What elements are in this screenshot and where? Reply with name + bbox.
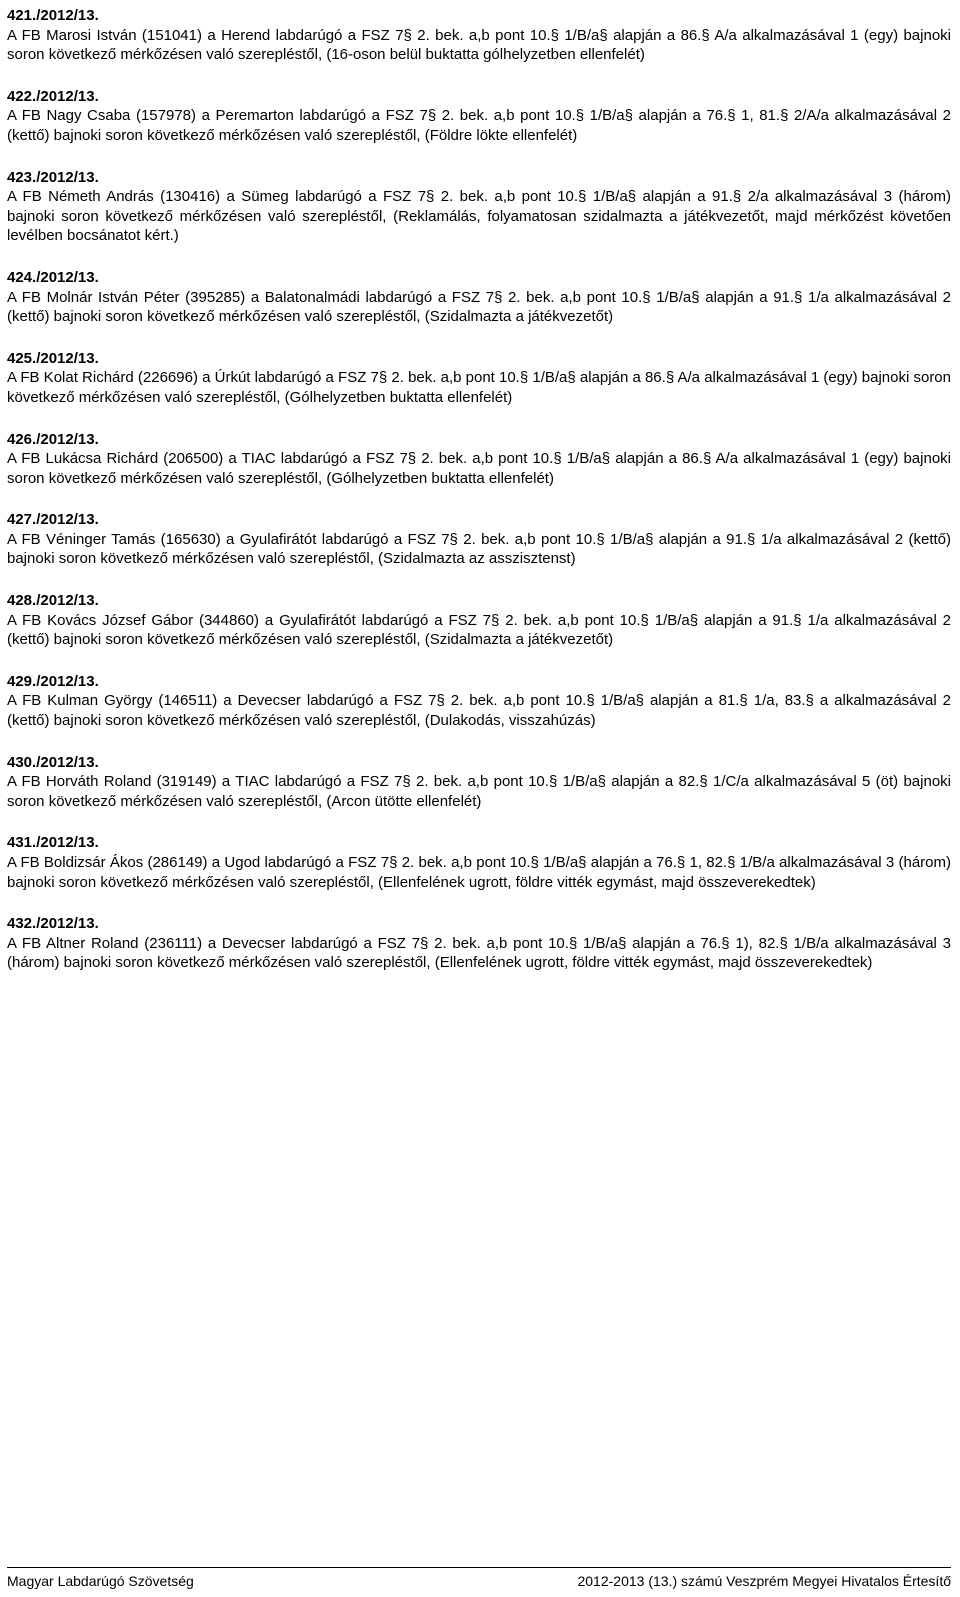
entry-number: 425./2012/13. [7, 349, 99, 367]
entry-429 [7, 672, 951, 731]
entry-text: A FB Nagy Csaba (157978) a Peremarton labdarúgó a FSZ 7§ 2. bek. a,b pont 10.§ 1/B/a§ alapján a 76.§ 1, 81.§ 2/A/a alkalmazásával 2 (kettő) bajnoki soron következő mérkőzésen való szerepléstől, (Földre lökte ellenfelét) [7, 107, 951, 144]
entry-424 [7, 268, 951, 327]
entry-text: A FB Molnár István Péter (395285) a Balatonalmádi labdarúgó a FSZ 7§ 2. bek. a,b pont 10.§ 1/B/a§ alapján a 91.§ 1/a alkalmazásával 2 (kettő) bajnoki soron következő mérkőzésen való szerepléstől, (Szidalmazta a játékvezetőt) [7, 288, 951, 326]
entry-number: 428./2012/13. [7, 592, 99, 610]
footer-publisher: Magyar Labdarúgó Szövetség [7, 1573, 194, 1589]
entry-text: A FB Marosi István (151041) a Herend labdarúgó a FSZ 7§ 2. bek. a,b pont 10.§ 1/B/a§ alapján a 86.§ A/a alkalmazásával 1 (egy) bajnoki soron következő mérkőzésen való szerepléstől, (16-oson belül buktatta gólhelyzetben ellenfelét) [7, 26, 951, 64]
entry-422 [7, 87, 951, 146]
entry-number: 431./2012/13. [7, 834, 99, 852]
entry-number: 430./2012/13. [7, 753, 99, 771]
entry-426 [7, 430, 951, 489]
entry-428 [7, 591, 951, 650]
entry-432 [7, 914, 951, 973]
entry-text: A FB Kulman György (146511) a Devecser labdarúgó a FSZ 7§ 2. bek. a,b pont 10.§ 1/B/a§ alapján a 81.§ 1/a, 83.§ a alkalmazásával 2 (kettő) bajnoki soron következő mérkőzésen való szerepléstől, (Dulakodás, visszahúzás) [7, 692, 951, 730]
entry-number: 421./2012/13. [7, 7, 99, 24]
page-footer [7, 1567, 951, 1590]
entry-427 [7, 510, 951, 569]
entry-text: A FB Boldizsár Ákos (286149) a Ugod labdarúgó a FSZ 7§ 2. bek. a,b pont 10.§ 1/B/a§ alapján a 76.§ 1, 82.§ 1/B/a alkalmazásával 3 (három) bajnoki soron következő mérkőzésen való szerepléstől, (Ellenfelének ugrott, földre vitték egymást, majd összeverekedtek) [7, 854, 951, 891]
document-body [7, 6, 951, 995]
entry-number: 426./2012/13. [7, 430, 99, 448]
entry-430 [7, 753, 951, 812]
entry-text: A FB Lukácsa Richárd (206500) a TIAC labdarúgó a FSZ 7§ 2. bek. a,b pont 10.§ 1/B/a§ alapján a 86.§ A/a alkalmazásával 1 (egy) bajnoki soron következő mérkőzésen való szerepléstől, (Gólhelyzetben buktatta ellenfelét) [7, 450, 951, 487]
entry-text: A FB Kovács József Gábor (344860) a Gyulafirátót labdarúgó a FSZ 7§ 2. bek. a,b pont 10.§ 1/B/a§ alapján a 91.§ 1/a alkalmazásával 2 (kettő) bajnoki soron következő mérkőzésen való szerepléstől, (Szidalmazta a játékvezetőt) [7, 611, 951, 649]
entry-number: 432./2012/13. [7, 915, 99, 933]
entry-text: A FB Horváth Roland (319149) a TIAC labdarúgó a FSZ 7§ 2. bek. a,b pont 10.§ 1/B/a§ alapján a 82.§ 1/C/a alkalmazásával 5 (öt) bajnoki soron következő mérkőzésen való szerepléstől, (Arcon ütötte ellenfelét) [7, 773, 951, 810]
entry-text: A FB Altner Roland (236111) a Devecser labdarúgó a FSZ 7§ 2. bek. a,b pont 10.§ 1/B/a§ alapján a 76.§ 1), 82.§ 1/B/a alkalmazásával 3 (három) bajnoki soron következő mérkőzésen való szerepléstől, (Ellenfelének ugrott, földre vitték egymást, majd összeverekedtek) [7, 934, 951, 972]
entry-425 [7, 349, 951, 408]
entry-text: A FB Kolat Richárd (226696) a Úrkút labdarúgó a FSZ 7§ 2. bek. a,b pont 10.§ 1/B/a§ alapján a 86.§ A/a alkalmazásával 1 (egy) bajnoki soron következő mérkőzésen való szerepléstől, (Gólhelyzetben buktatta ellenfelét) [7, 369, 951, 406]
entry-431 [7, 833, 951, 892]
entry-text: A FB Németh András (130416) a Sümeg labdarúgó a FSZ 7§ 2. bek. a,b pont 10.§ 1/B/a§ alapján a 91.§ 2/a alkalmazásával 3 (három) bajnoki soron következő mérkőzésen való szerepléstől, (Reklamálás, folyamatosan szidalmazta a játékvezetőt, majd mérkőzést követően levélben bocsánatot kért.) [7, 188, 951, 245]
entry-text: A FB Véninger Tamás (165630) a Gyulafirátót labdarúgó a FSZ 7§ 2. bek. a,b pont 10.§ 1/B/a§ alapján a 91.§ 1/a alkalmazásával 2 (kettő) bajnoki soron következő mérkőzésen való szerepléstől, (Szidalmazta az asszisztenst) [7, 530, 951, 568]
entry-number: 423./2012/13. [7, 168, 99, 186]
entry-number: 422./2012/13. [7, 87, 99, 105]
entry-number: 429./2012/13. [7, 672, 99, 690]
entry-number: 427./2012/13. [7, 511, 99, 529]
entry-421 [7, 6, 951, 65]
entry-number: 424./2012/13. [7, 268, 99, 286]
entry-423 [7, 168, 951, 246]
footer-publication-title: 2012-2013 (13.) számú Veszprém Megyei Hivatalos Értesítő [577, 1573, 951, 1589]
